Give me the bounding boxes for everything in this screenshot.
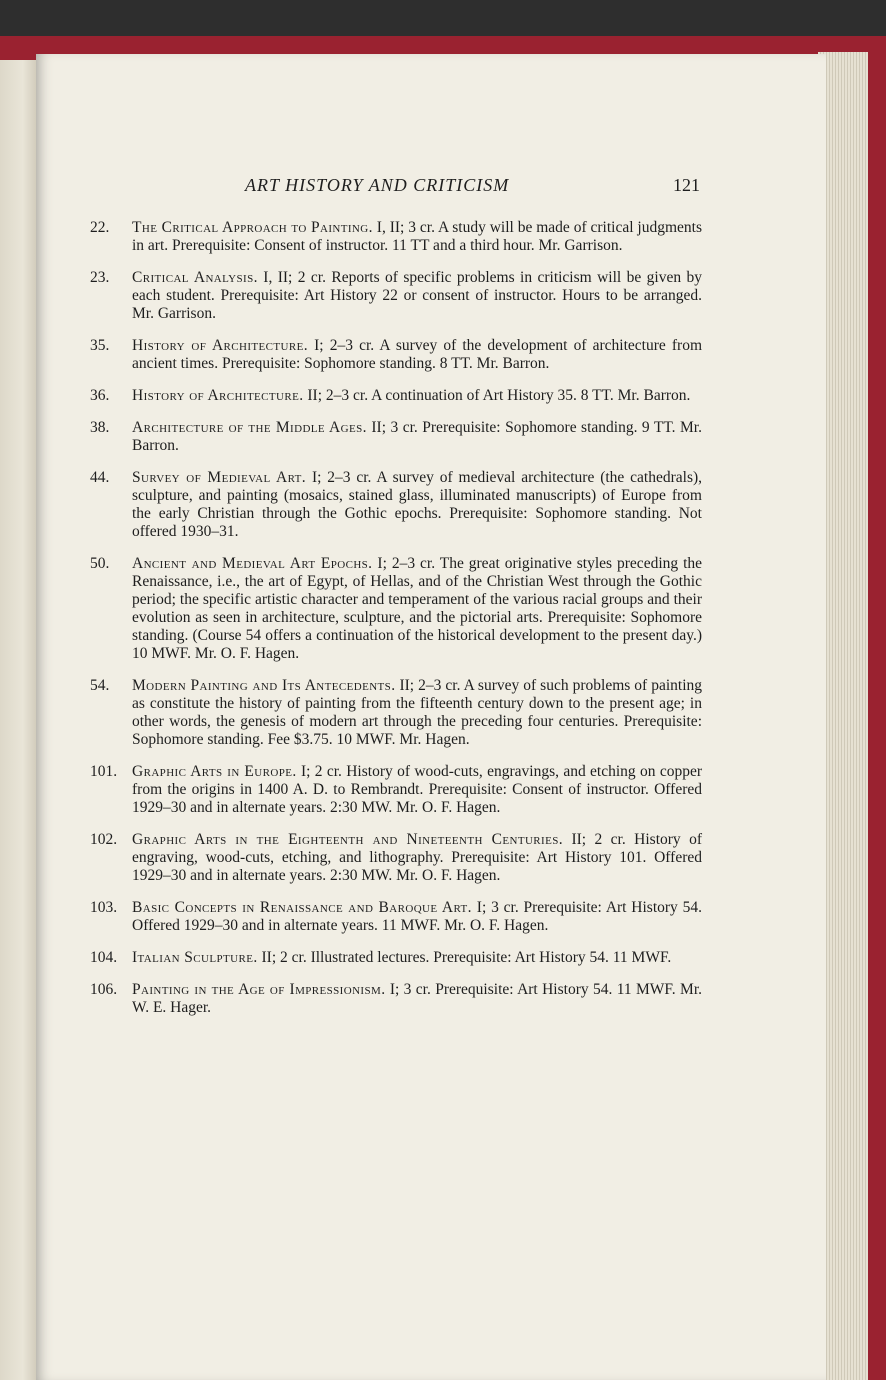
course-number: 35. bbox=[90, 337, 110, 354]
running-header bbox=[36, 175, 826, 201]
course-number: 106. bbox=[90, 981, 118, 998]
course-number: 50. bbox=[90, 555, 110, 572]
course-description: I, II; 3 cr. A study will be made of critical judgments in art. Prerequisite: Consent of instructor. 11 TT and a third hour. Mr. Garrison. bbox=[132, 219, 703, 254]
course-description: I; 3 cr. Prerequisite: Art History 54. Offered 1929–30 and in alternate years. 11 MWF. Mr. O. F. Hagen. bbox=[132, 899, 702, 934]
course-entry bbox=[90, 419, 702, 455]
course-number: 23. bbox=[90, 269, 110, 286]
course-number: 36. bbox=[90, 387, 110, 404]
course-entry bbox=[90, 763, 702, 817]
course-title: History of Architecture. bbox=[132, 337, 309, 354]
course-title: Basic Concepts in Renaissance and Baroque Art. bbox=[132, 899, 472, 916]
running-title: ART HISTORY AND CRITICISM bbox=[245, 175, 510, 195]
course-entry bbox=[90, 831, 702, 885]
course-description: II; 2 cr. History of engraving, wood-cuts, etching, and lithography. Prerequisite: Art History 101. Offered 1929–30 and in alternate years. 2:30 MW. Mr. O. F. Hagen. bbox=[132, 831, 702, 884]
course-entry bbox=[90, 949, 702, 967]
course-number: 102. bbox=[90, 831, 118, 848]
course-description: II; 2–3 cr. A survey of such problems of painting as constitute the history of painting from the fifteenth century down to the present age; in other words, the genesis of modern art through the preceding four centuries. Prerequisite: Sophomore standing. Fee $3.75. 10 MWF. Mr. Hagen. bbox=[132, 677, 703, 748]
course-title: Graphic Arts in Europe. bbox=[132, 763, 297, 780]
course-number: 22. bbox=[90, 219, 110, 236]
course-number: 104. bbox=[90, 949, 118, 966]
course-title: History of Architecture. bbox=[132, 387, 304, 404]
course-description: I; 2 cr. History of wood-cuts, engravings, and etching on copper from the origins in 1400 A. D. to Rembrandt. Prerequisite: Consent of instructor. Offered 1929–30 and in alternate years. 2:30 MW. Mr. O. F. Hagen. bbox=[132, 763, 702, 816]
course-description: I, II; 2 cr. Reports of specific problems in criticism will be given by each student. Prerequisite: Art History 22 or consent of instructor. Hours to be arranged. Mr. Garrison. bbox=[132, 269, 702, 322]
page-number: 121 bbox=[673, 175, 700, 195]
course-title: Modern Painting and Its Antecedents. bbox=[132, 677, 396, 694]
course-title: Graphic Arts in the Eighteenth and Nineteenth Centuries. bbox=[132, 831, 564, 848]
course-entry bbox=[90, 387, 702, 405]
facing-page-edge bbox=[0, 60, 38, 1380]
course-list bbox=[90, 219, 702, 1031]
course-number: 103. bbox=[90, 899, 118, 916]
course-entry bbox=[90, 269, 702, 323]
course-description: II; 3 cr. Prerequisite: Sophomore standing. 9 TT. Mr. Barron. bbox=[132, 419, 702, 454]
course-entry bbox=[90, 899, 702, 935]
course-entry bbox=[90, 555, 702, 663]
course-description: I; 3 cr. Prerequisite: Art History 54. 11 MWF. Mr. W. E. Hager. bbox=[132, 981, 702, 1016]
course-entry bbox=[90, 219, 702, 255]
course-title: Architecture of the Middle Ages. bbox=[132, 419, 367, 436]
course-title: Ancient and Medieval Art Epochs. bbox=[132, 555, 373, 572]
course-description: I; 2–3 cr. A survey of the development of architecture from ancient times. Prerequisite: Sophomore standing. 8 TT. Mr. Barron. bbox=[132, 337, 703, 372]
course-entry bbox=[90, 337, 702, 373]
background-top bbox=[0, 0, 886, 40]
course-number: 38. bbox=[90, 419, 110, 436]
course-description: I; 2–3 cr. A survey of medieval architecture (the cathedrals), sculpture, and painting (mosaics, stained glass, illuminated manuscripts) of Europe from the early Christian through the Gothic epochs. Prerequisite: Sophomore standing. Not offered 1930–31. bbox=[132, 469, 703, 540]
course-description: II; 2–3 cr. A continuation of Art History 35. 8 TT. Mr. Barron. bbox=[307, 387, 691, 404]
course-description: II; 2 cr. Illustrated lectures. Prerequisite: Art History 54. 11 MWF. bbox=[261, 949, 672, 966]
course-number: 101. bbox=[90, 763, 118, 780]
course-title: Critical Analysis. bbox=[132, 269, 258, 286]
course-number: 44. bbox=[90, 469, 110, 486]
course-title: Italian Sculpture. bbox=[132, 949, 258, 966]
course-title: Survey of Medieval Art. bbox=[132, 469, 307, 486]
course-title: Painting in the Age of Impressionism. bbox=[132, 981, 386, 998]
course-entry bbox=[90, 677, 702, 749]
course-number: 54. bbox=[90, 677, 110, 694]
course-title: The Critical Approach to Painting. bbox=[132, 219, 373, 236]
course-description: I; 2–3 cr. The great originative styles preceding the Renaissance, i.e., the art of Egypt, of Hellas, and of the Christian West through the Gothic period; the specific artistic character and temperament of the various racial groups and their evolution as seen in architecture, sculpture, and the pictorial arts. Prerequisite: Sophomore standing. (Course 54 offers a continuation of the historical development to the present day.) 10 MWF. Mr. O. F. Hagen. bbox=[132, 555, 703, 662]
course-entry bbox=[90, 469, 702, 541]
course-entry bbox=[90, 981, 702, 1017]
